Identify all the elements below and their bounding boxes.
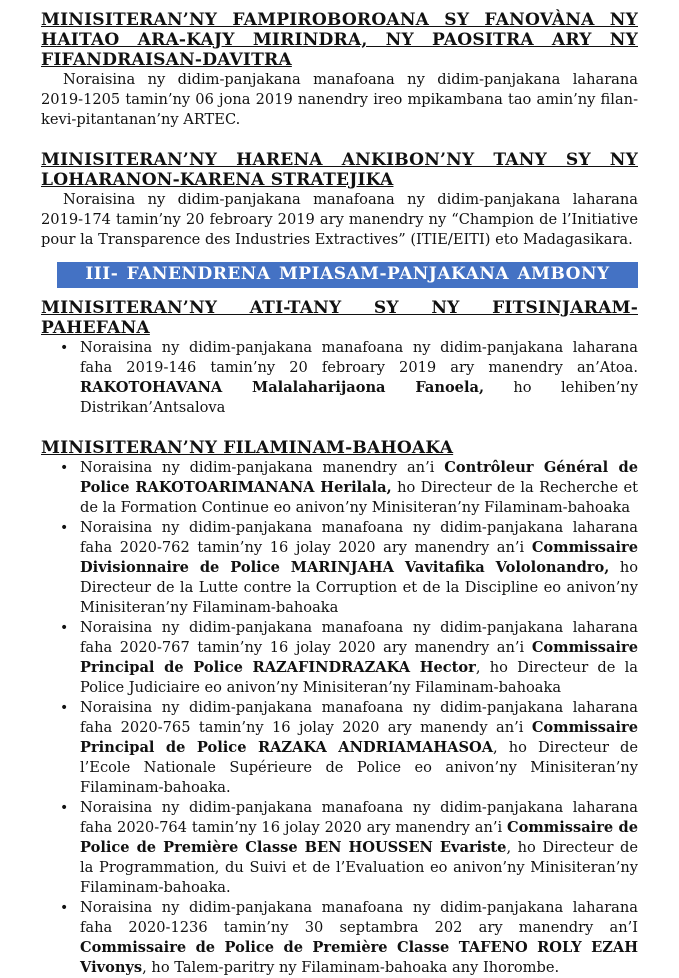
- item-name: Contrôleur Général de Police RAKOTOARIMANANA Herilala,: [80, 459, 638, 496]
- section-title-ptic: MINISITERAN’NY FAMPIROBOROANA SY FANOVÀNA NY HAITAO ARA-KAJY MIRINDRA, NY PAOSITRA ARY NY FIFANDRAISAN-DAVITRA: [41, 10, 638, 70]
- ministry-list-police: [41, 458, 638, 978]
- item-text: Noraisina ny didim-panjakana manafoana ny didim-panjakana laharana faha 2020-764 tamin’ny 16 jolay 2020 ary manendry an’i: [80, 799, 638, 836]
- item-name: Commissaire Principal de Police RAZAKA ANDRIAMAHASOA: [80, 719, 638, 756]
- list-item: [60, 518, 639, 618]
- item-text: Noraisina ny didim-panjakana manafoana ny didim-panjakana laharana faha 2020-767 tamin’ny 16 jolay 2020 ary manendry an’i: [80, 619, 638, 656]
- item-role: , ho Talem-paritry ny Filaminam-bahoaka any Ihorombe.: [142, 959, 560, 976]
- item-role: ho lehiben’ny Distrikan’Antsalova: [80, 379, 638, 416]
- item-text: Noraisina ny didim-panjakana manafoana ny didim-panjakana laharana faha 2020-765 tamin’ny 16 jolay 2020 ary manendy an’i: [80, 699, 638, 736]
- item-text: Noraisina ny didim-panjakana manafoana ny didim-panjakana laharana faha 2020-1236 tamin’ny 30 septambra 202 ary manendry an’I: [80, 899, 638, 936]
- section-text-ptic: Noraisina ny didim-panjakana manafoana ny didim-panjakana laharana 2019-1205 tamin’ny 06 jona 2019 nanendry ireo mpikambana tao amin’ny filan-kevi-pitantanan’ny ARTEC.: [41, 71, 638, 128]
- bullet-icon: •: [60, 700, 69, 716]
- bullet-icon: •: [60, 800, 69, 816]
- item-name: Commissaire de Police de Première Classe BEN HOUSSEN Evariste: [80, 819, 638, 856]
- list-item: [60, 698, 638, 798]
- ministry-list-interior: [41, 338, 638, 418]
- section-text-mines: Noraisina ny didim-panjakana manafoana ny didim-panjakana laharana 2019-174 tamin’ny 20 febroary 2019 ary manendry ny “Champion de l’Initiative pour la Transparence des Industries Extractives” (ITIE/EITI) eto Madagasikara.: [41, 191, 638, 248]
- bullet-icon: •: [60, 900, 69, 916]
- list-item: [60, 898, 638, 978]
- section-title-mines: MINISITERAN’NY HARENA ANKIBON’NY TANY SY NY LOHARANON-KARENA STRATEJIKA: [41, 150, 638, 190]
- list-item: [60, 458, 639, 518]
- item-name: Commissaire Principal de Police RAZAFINDRAZAKA Hector: [80, 639, 638, 676]
- item-role: ho Directeur de la Lutte contre la Corruption et de la Discipline eo anivon’ny Minisiteran’ny Filaminam-bahoaka: [80, 559, 639, 616]
- item-role: , ho Directeur de la Programmation, du Suivi et de l’Evaluation eo anivon’ny Minisiteran’ny Filaminam-bahoaka.: [80, 839, 639, 896]
- ministry-title-police: MINISITERAN’NY FILAMINAM-BAHOAKA: [41, 438, 454, 458]
- item-role: ho Directeur de la Recherche et de la Formation Continue eo anivon’ny Minisiteran’ny Filaminam-bahoaka: [80, 479, 639, 516]
- item-name: Commissaire de Police de Première Classe TAFENO ROLY EZAH Vivonys: [80, 939, 638, 976]
- bullet-icon: •: [60, 340, 69, 356]
- section-banner: III- FANENDRENA MPIASAM-PANJAKANA AMBONY: [57, 262, 638, 288]
- item-text: Noraisina ny didim-panjakana manafoana ny didim-panjakana laharana faha 2019-146 tamin’ny 20 febroary 2019 ary manendry an’Atoa.: [80, 339, 638, 376]
- item-name: RAKOTOHAVANA Malalaharijaona Fanoela,: [80, 379, 485, 396]
- ministry-title-interior: MINISITERAN’NY ATI-TANY SY NY FITSINJARAM-PAHEFANA: [41, 298, 638, 338]
- bullet-icon: •: [60, 620, 69, 636]
- item-role: , ho Directeur de la Police Judiciaire eo anivon’ny Minisiteran’ny Filaminam-bahoaka: [80, 659, 638, 696]
- bullet-icon: •: [60, 460, 69, 476]
- list-item: [60, 618, 638, 698]
- item-name: Commissaire Divisionnaire de Police MARINJAHA Vavitafika Vololonandro,: [80, 539, 638, 576]
- item-text: Noraisina ny didim-panjakana manafoana ny didim-panjakana laharana faha 2020-762 tamin’ny 16 jolay 2020 ary manendry an’i: [80, 519, 638, 556]
- list-item: [60, 338, 638, 418]
- item-text: Noraisina ny didim-panjakana manendry an’i: [80, 459, 445, 476]
- list-item: [60, 798, 639, 898]
- bullet-icon: •: [60, 520, 69, 536]
- item-role: , ho Directeur de l’Ecole Nationale Supérieure de Police eo anivon’ny Minisiteran’ny Filaminam-bahoaka.: [80, 739, 638, 796]
